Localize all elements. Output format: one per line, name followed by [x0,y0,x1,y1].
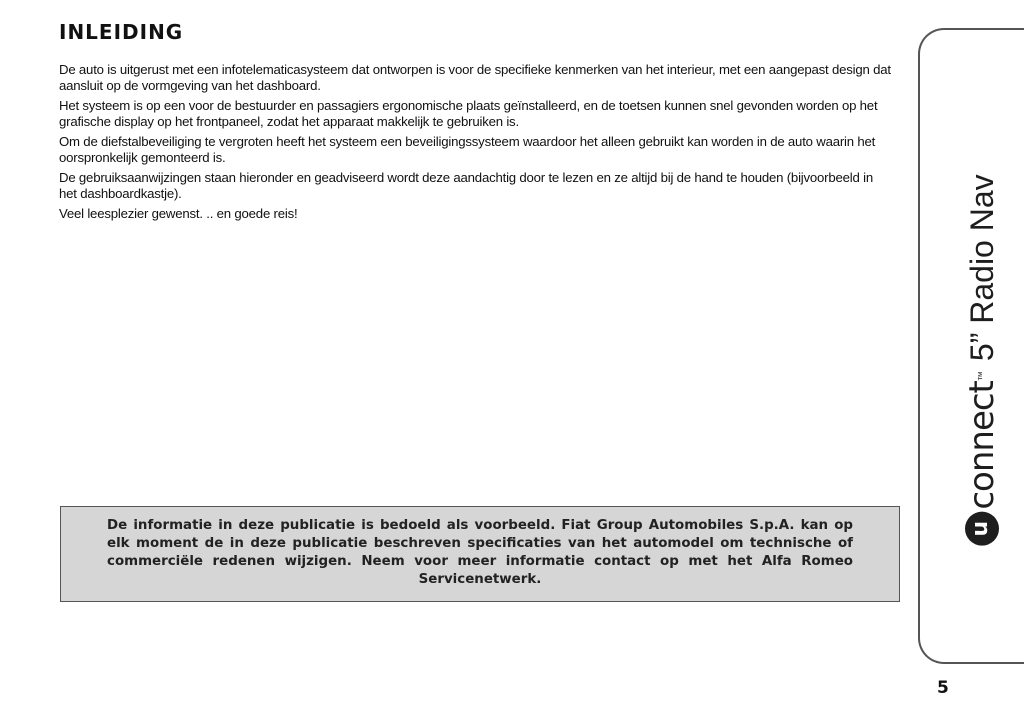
intro-body [59,62,894,227]
product-name: 5” Radio Nav [963,174,1000,362]
logo-wordmark: connect [962,381,1002,510]
uconnect-logo [962,361,1002,546]
paragraph: Veel leesplezier gewenst. .. en goede reis! [59,206,298,221]
paragraph: De gebruiksaanwijzingen staan hieronder en geadviseerd wordt deze aandachtig door te lezen en ze altijd bij de hand te houden (bijvoorbeeld in het dashboardkastje). [59,170,873,201]
paragraph: De auto is uitgerust met een infotelematicasysteem dat ontworpen is voor de specifieke kenmerken van het interieur, met een aangepast design dat aansluit op de vormgeving van het dashboard. [59,62,891,93]
disclaimer-text: De informatie in deze publicatie is bedoeld als voorbeeld. Fiat Group Automobiles S.p.A. kan op elk moment de in deze publicatie beschreven specificaties van het automodel om technische of commerciële redenen wijzigen. Neem voor meer informatie contact op met het Alfa Romeo Servicenetwerk. [107,518,853,587]
side-tab-label [962,174,1002,545]
trademark-symbol: ™ [976,371,988,382]
paragraph: Het systeem is op een voor de bestuurder en passagiers ergonomische plaats geïnstalleerd, en de toetsen kunnen snel gevonden worden op het grafische display op het frontpaneel, zodat het apparaat makkelijk te gebruiken is. [59,98,878,129]
logo-circle-icon: u [965,512,999,546]
section-heading: INLEIDING [59,20,184,44]
page-number: 5 [937,678,949,698]
disclaimer-box [60,506,900,602]
paragraph: Om de diefstalbeveiliging te vergroten heeft het systeem een beveiligingssysteem waardoor het alleen gebruikt kan worden in de auto waarin het oorspronkelijk gemonteerd is. [59,134,876,165]
